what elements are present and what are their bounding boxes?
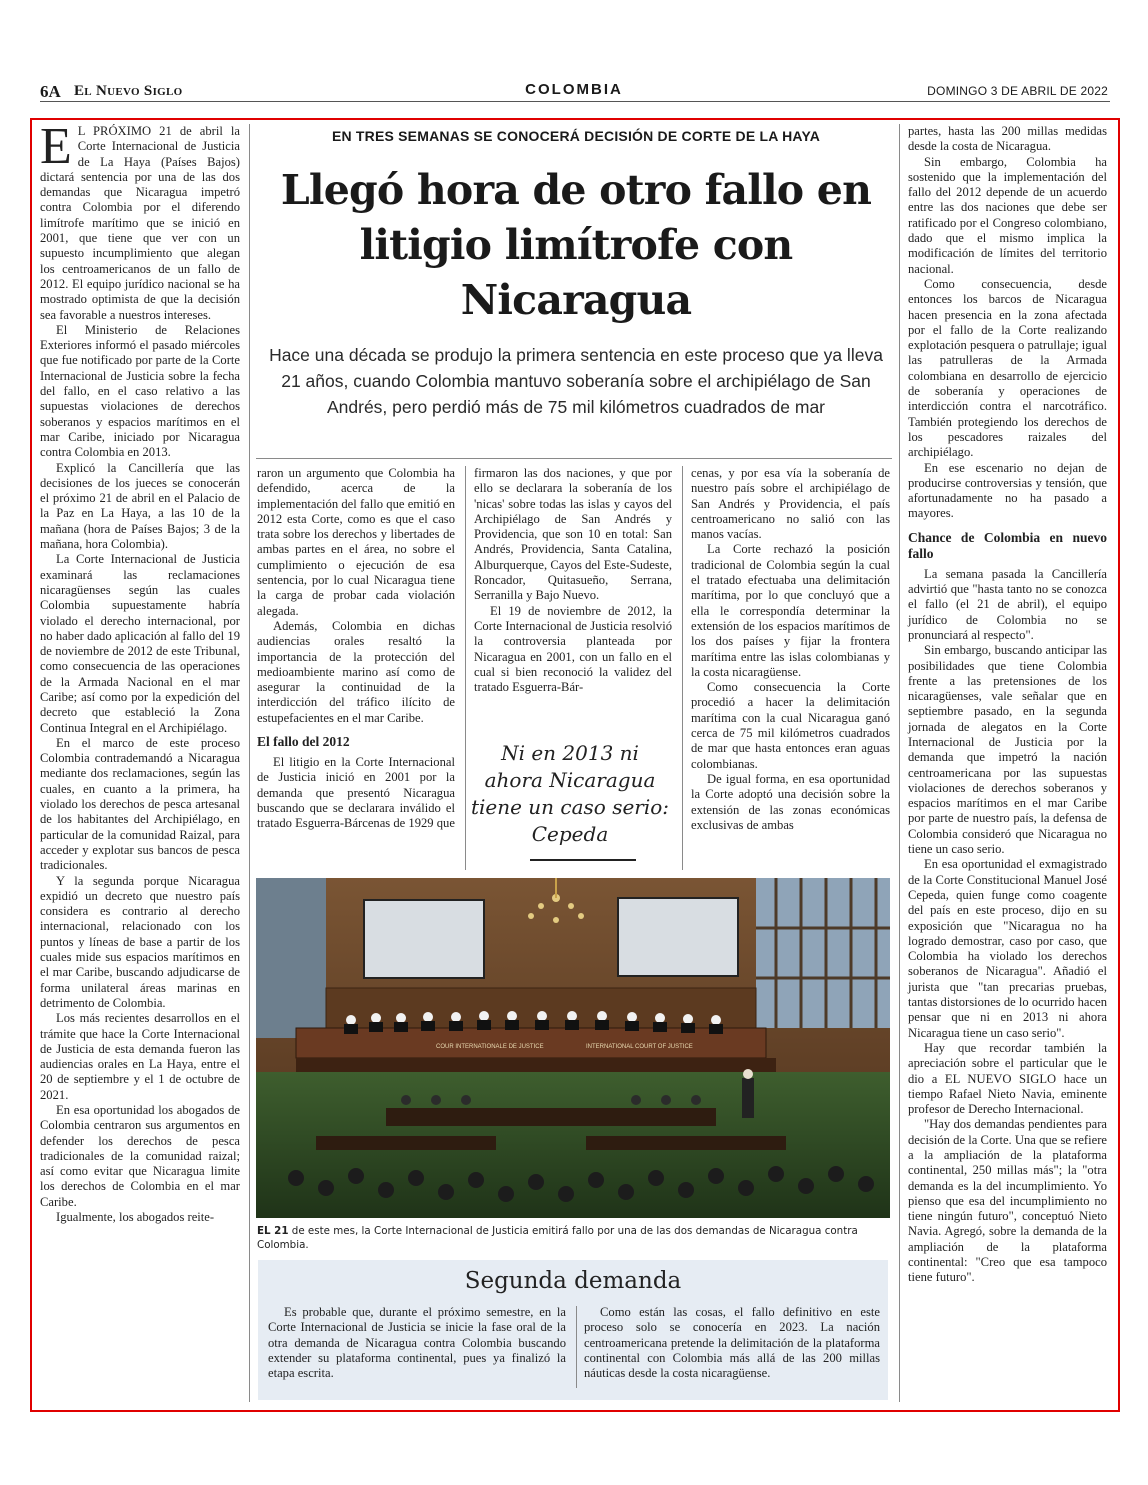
paragraph: cenas, y por esa vía la soberanía de nuestro país sobre el archipiélago de San Andrés y Providencia, el país centroamericano no salió con las manos vacías. xyxy=(691,466,890,542)
paragraph: Es probable que, durante el próximo semestre, en la Corte Internacional de Justicia se inicie la fase oral de la otra demanda de Nicaragua contra Colombia buscando extender su plataforma continental, pues ya finalizó la etapa escrita. xyxy=(268,1305,566,1381)
column-divider xyxy=(899,124,900,1402)
sidebar-column-left xyxy=(268,1305,566,1381)
paragraph: En esa oportunidad el exmagistrado de la Corte Constitucional Manuel José Cepeda, quien funge como coagente del país en este proceso, dijo en su exposición que "Nicaragua no ha logrado demostrar, caso por caso, que Colombia ha violado los derechos soberanos de Nicaragua". Añadió el jurista que "tan precarias pruebas, tantas distorsiones de lo ocurrido hacen pensar que ni en 2013 ni ahora Nicaragua tiene un caso serio". xyxy=(908,857,1107,1040)
header-rule xyxy=(40,101,1110,102)
caption-lead: EL 21 xyxy=(257,1225,289,1237)
headline: Llegó hora de otro fallo en litigio limítrofe con Nicaragua xyxy=(280,166,872,324)
paragraph: La semana pasada la Cancillería advirtió que "hasta tanto no se conozca el fallo (el 21 de abril), el equipo jurídico de Colombia no se pronunciará al respecto". xyxy=(908,566,1107,642)
paragraph: Igualmente, los abogados reite- xyxy=(56,1210,215,1225)
pull-quote-rule xyxy=(530,859,636,861)
caption-text: de este mes, la Corte Internacional de Justicia emitirá fallo por una de las dos demandas de Nicaragua contra Colombia. xyxy=(257,1225,858,1251)
page-number: 6A xyxy=(40,82,61,101)
newspaper-name: El Nuevo Siglo xyxy=(74,83,183,99)
paragraph: Como consecuencia la Corte procedió a hacer la delimitación marítima con la cual Nicaragua ganó cerca de 75 mil kilómetros cuadrados de mar que hasta entonces eran aguas colombianas. xyxy=(691,680,890,771)
section-name: COLOMBIA xyxy=(525,81,623,98)
article-column-1 xyxy=(40,118,240,1225)
deck-rule xyxy=(256,458,892,459)
paragraph: Además, Colombia en dichas audiencias orales resaltó la importancia de la protección del medioambiente marino así como de asegurar la continuidad de la interdicción del tráfico ilícito de estupefacientes en el mar Caribe. xyxy=(257,618,455,725)
paragraph: Como están las cosas, el fallo definitivo en este proceso solo se conocería en 2023. La nación centroamericana pretende la delimitación de la plataforma continental con Colombia más allá de las 200 millas náuticas desde la costa nicaragüense. xyxy=(584,1305,880,1381)
paragraph: raron un argumento que Colombia ha defendido, acerca de la implementación del fallo que emitió en 2012 esta Corte, como es que el caso trata sobre los derechos y libertades de ambas partes en el área, no sobre el cumplimiento o ejecución de esa sentencia, por lo cual Nicaragua tiene la carga de probar cada violación alegada. xyxy=(257,466,455,618)
paragraph: Sin embargo, buscando anticipar las posibilidades que tiene Colombia frente a las pretensiones de los nicaragüenses, vale señalar que en septiembre pasado, en la segunda jornada de alegatos en la Corte Internacional de Justicia por la demanda que impetró la nación centroamericana por las supuestas violaciones de derechos soberanos y espacios marítimos en el mar Caribe por parte de nuestro país, la defensa de Colombia consideró que Nicaragua no tiene un caso serio. xyxy=(908,643,1107,857)
paragraph: La Corte rechazó la posición tradicional de Colombia según la cual el tratado efectuaba una delimitación marítima, por lo que concluyó que a ella le correspondía determinar la extensión de los espacios marítimos de los dos países y fijar la frontera marítima entre las islas colombianas y la costa nicaragüense. xyxy=(691,542,890,679)
paragraph: De igual forma, en esa oportunidad la Corte adoptó una decisión sobre la extensión de las zonas económicas exclusivas de ambas xyxy=(691,771,890,832)
subhead: El fallo del 2012 xyxy=(257,734,350,750)
pull-quote: Ni en 2013 ni ahora Nicaragua tiene un caso serio: Cepeda xyxy=(470,741,670,846)
sidebar-divider xyxy=(576,1306,577,1388)
paragraph: En esa oportunidad los abogados de Colombia centraron sus argumentos en defender los derechos de pesca tradicionales de la comunidad raizal; así como evitar que Nicaragua limite los derechos de Colombia en el mar Caribe. xyxy=(40,1103,240,1209)
drop-cap: E xyxy=(40,118,72,175)
article-column-4 xyxy=(691,466,890,833)
paragraph: Hay que recordar también la apreciación sobre el particular que le dio a EL NUEVO SIGLO hace un tiempo Rafael Nieto Navia, eminente profesor de Derecho Internacional. xyxy=(908,1040,1107,1117)
subhead: Chance de Colombia en nuevo fallo xyxy=(908,529,1107,561)
paragraph: "Hay dos demandas pendientes para decisión de la Corte. Una que se refiere a la ampliación de la plataforma continental, 250 millas más"; la "otra demanda es la del incumplimiento. Yo pienso que esa del incumplimiento no tiene ningún futuro", conceptuó Nieto Navia. Agregó, sobre la demanda de la ampliación de la plataforma continental: "Creo que esa tampoco tiene futuro". xyxy=(908,1117,1107,1285)
paragraph: Sin embargo, Colombia ha sostenido que la implementación del fallo del 2012 depende de un acuerdo entre las dos naciones que debe ser ratificado por el Congreso colombiano, dado que el mismo implica la modificación de límites del territorio nacional. xyxy=(908,154,1107,276)
paragraph: La Corte Internacional de Justicia examinará las reclamaciones nicaragüenses según las cuales Colombia supuestamente habría violado el derecho internacional, por no haber dado aplicación al fallo del 19 de noviembre de 2012 de este Tribunal, como consecuencia de las operaciones de la Armada Nacional en el mar Caribe; así como por la expedición del decreto que estableció la Zona Continua Integral en el Archipiélago. xyxy=(40,552,240,735)
paragraph: L PRÓXIMO 21 de abril la Corte Internacional de Justicia de La Haya (Países Bajos) dictará sentencia por una de las dos demandas que Nicaragua impetró contra Colombia por el diferendo limítrofe marítimo que se inició en 2001, que tiene que ver con un supuesto incumplimiento que alegan los centroamericanos de un fallo de 2012. El equipo jurídico nacional se ha mostrado optimista de que la decisión sea favorable a nuestros intereses. xyxy=(40,124,240,322)
kicker: EN TRES SEMANAS SE CONOCERÁ DECISIÓN DE CORTE DE LA HAYA xyxy=(331,128,821,144)
paragraph: El litigio en la Corte Internacional de Justicia inició en 2001 por la demanda que presentó Nicaragua buscando que se declarara inválido el tratado Esguerra-Bárcenas de 1929 que xyxy=(257,755,455,831)
paragraph: Explicó la Cancillería que las decisiones de los jueces se conocerán el próximo 21 de abril en el Palacio de la Paz en La Haya, a las 10 de la mañana (hora de Países Bajos; 3 de la mañana, hora Colombia). xyxy=(40,460,240,552)
paragraph: partes, hasta las 200 millas medidas desde la costa de Nicaragua. xyxy=(908,124,1107,154)
paragraph: En el marco de este proceso Colombia contrademandó a Nicaragua mediante dos reclamaciones, según las cuales, en cuanto a la primera, ha violado los derechos de pesca artesanal de los habitantes del Archipiélago, en particular de la comunidad Raizal, para acceder y explotar sus bancos de pesca tradicionales. xyxy=(40,735,240,873)
article-column-3 xyxy=(474,466,672,695)
column-divider xyxy=(249,124,250,1402)
column-divider xyxy=(465,466,466,870)
paragraph: Y la segunda porque Nicaragua expidió un decreto que nuestro país considera es contrario al derecho internacional, relacionado con los puntos y líneas de base a partir de los cuales mide sus espacios marítimos en el mar Caribe, buscando adjudicarse de forma unilateral áreas marinas en detrimento de Colombia. xyxy=(40,873,240,1010)
sidebar-column-right xyxy=(584,1305,880,1381)
article-column-5 xyxy=(908,124,1107,1286)
courtroom-illustration xyxy=(256,878,890,1218)
article-column-2 xyxy=(257,466,455,832)
deck: Hace una década se produjo la primera sentencia en este proceso que ya lleva 21 años, cuando Colombia mantuvo soberanía sobre el archipiélago de San Andrés, pero perdió más de 75 mil kilómetros cuadrados de mar xyxy=(269,345,883,417)
photo-caption xyxy=(257,1224,890,1252)
paragraph: En ese escenario no dejan de producirse controversias y tensión, que afortunadamente no ha pasado a mayores. xyxy=(908,460,1107,521)
issue-date: DOMINGO 3 DE ABRIL DE 2022 xyxy=(927,84,1108,98)
bench-sign-right: INTERNATIONAL COURT OF JUSTICE xyxy=(586,1044,693,1050)
paragraph: firmaron las dos naciones, y que por ello se declarara la soberanía de los 'nicas' sobre todas las islas y cayos del Archipiélago de San Andrés y Providencia, que son 10 en total: San Andrés, Providencia, Santa Catalina, Alburquerque, Cayos del Este-Sudeste, Roncador, Quitasueño, Serrana, Serranilla y Bajo Nuevo. xyxy=(474,466,672,603)
paragraph: Como consecuencia, desde entonces los barcos de Nicaragua hacen presencia en la zona afectada por el fallo de la Corte realizando explotación pesquera o patrullaje; igual las patrulleras de la Armada colombiana en desarrollo de ejercicio de soberanía y operaciones de interdicción contra el narcotráfico. También protegiendo los derechos de los pescadores raizales del archipiélago. xyxy=(908,276,1107,460)
bench-sign-left: COUR INTERNATIONALE DE JUSTICE xyxy=(436,1044,544,1050)
sidebar-title: Segunda demanda xyxy=(464,1268,682,1294)
courtroom-photo xyxy=(256,878,890,1218)
column-divider xyxy=(682,466,683,870)
paragraph: El Ministerio de Relaciones Exteriores informó el pasado miércoles que fue notificado por parte de la Corte Internacional de Justicia sobre la fecha del fallo, en el caso relativo a las supuestas violaciones de derechos soberanos y espacios marítimos en el mar Caribe, iniciado por Nicaragua contra Colombia en 2013. xyxy=(40,322,240,460)
paragraph: Los más recientes desarrollos en el trámite que hace la Corte Internacional de Justicia de esta demanda fueron las audiencias orales en La Haya, entre el 20 de septiembre y el 1 de octubre de 2021. xyxy=(40,1011,240,1102)
paragraph: El 19 de noviembre de 2012, la Corte Internacional de Justicia resolvió la controversia planteada por Nicaragua en 2001, con un fallo en el cual si bien reconoció la validez del tratado Esguerra-Bár- xyxy=(474,603,672,695)
